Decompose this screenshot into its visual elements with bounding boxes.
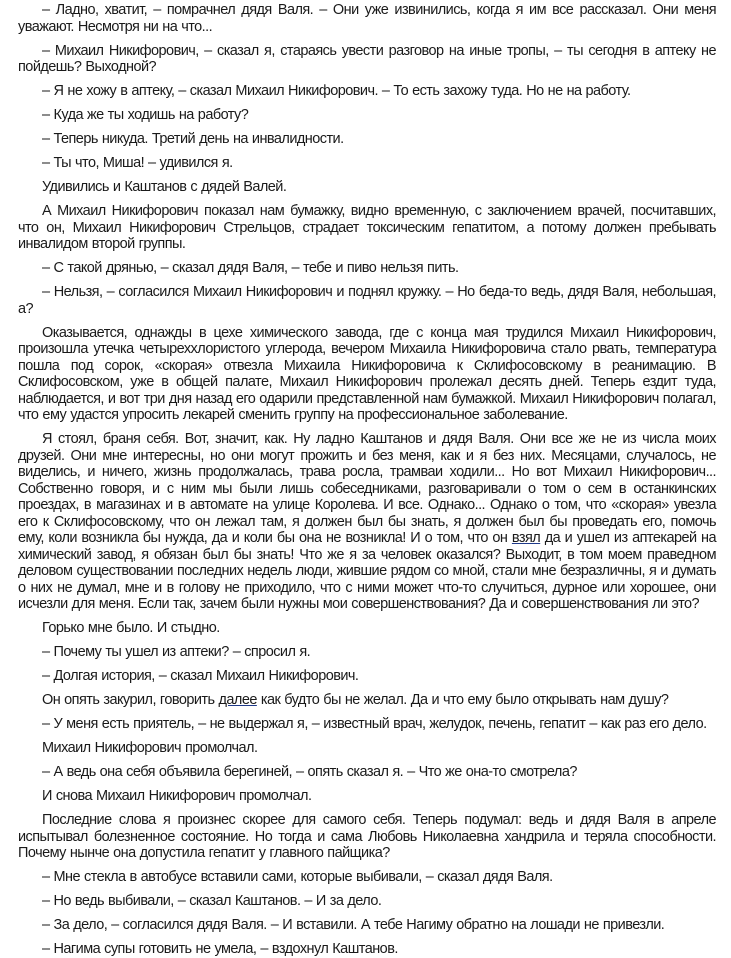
paragraph: – Нагима супы готовить не умела, – вздохнул Каштанов. [42,941,398,957]
paragraph: – Мне стекла в автобусе вставили сами, которые выбивали, – сказал дядя Валя. [42,869,553,885]
paragraph: Удивились и Каштанов с дядей Валей. [42,179,287,195]
paragraph: И снова Михаил Никифорович промолчал. [42,788,312,804]
paragraph: Михаил Никифорович промолчал. [42,740,258,756]
paragraph: Горько мне было. И стыдно. [42,620,220,636]
paragraph [18,431,716,613]
paragraph-text: Он опять закурил, говорить [42,692,219,708]
paragraph-text: да и ушел из аптекарей на химический завод, я обязан был бы знать! Что же я за человек оказался? Выходит, в том моем праведном деловом существовании последних недель люди, жившие рядом со мной, стали мне безразличны, я и думать о них не думал, мне и в голову не приходило, что с ними может что-то случиться, дурное или хорошее, они исчезли для меня. Если так, зачем были нужны мои совершенствования? Да и совершенствования ли это? [18,530,717,612]
paragraph: – Долгая история, – сказал Михаил Никифорович. [42,668,359,684]
paragraph: – Я не хожу в аптеку, – сказал Михаил Никифорович. – То есть захожу туда. Но не на работу. [42,83,631,99]
paragraph: – А ведь она себя объявила берегиней, – опять сказал я. – Что же она-то смотрела? [42,764,577,780]
paragraph-text: Я стоял, браня себя. Вот, значит, как. Ну ладно Каштанов и дядя Валя. Они все же не из числа моих друзей. Они мне интересны, но они могут прожить и без меня, как и я без них. Месяцами, случалось, не виделись, и ничего, жизнь продолжалась, трава росла, трамваи ходили... Но вот Михаил Никифорович... Собственно говоря, и с ним мы были лишь собеседниками, разговаривали о том о сем в останкинских проездах, в магазинах и в автомате на улице Королева. И все. Однако... Однако о том, что «скорая» увезла его к Склифосовскому, что он лежал там, я должен был бы знать, я должен был бы проведать его, помочь ему, коли возникла бы нужда, да и коли бы она не возникла! И о том, что он [18,431,716,546]
paragraph: – Ты что, Миша! – удивился я. [42,155,233,171]
paragraph: Последние слова я произнес скорее для самого себя. Теперь подумал: ведь и дядя Валя в апреле испытывал болезненное состояние. Но тогда и сама Любовь Николаевна хандрила и теряла способности. Почему нынче она допустила гепатит у главного пайщика? [18,812,716,861]
paragraph: – Нельзя, – согласился Михаил Никифорович и поднял кружку. – Но беда-то ведь, дядя Валя, небольшая, а? [18,284,716,317]
paragraph: – С такой дрянью, – сказал дядя Валя, – тебе и пиво нельзя пить. [42,260,459,276]
spellcheck-underlined-word[interactable]: далее [218,692,257,708]
paragraph: – Ладно, хватит, – помрачнел дядя Валя. – Они уже извинились, когда я им все рассказал. Они меня уважают. Несмотря ни на что... [18,2,716,35]
paragraph [18,692,716,709]
paragraph: А Михаил Никифорович показал нам бумажку, видно временную, с заключением врачей, посчитавших, что он, Михаил Никифорович Стрельцов, страдает токсическим гепатитом, а потому должен пребывать инвалидом второй группы. [18,203,716,252]
paragraph: – Почему ты ушел из аптеки? – спросил я. [42,644,311,660]
paragraph: Оказывается, однажды в цехе химического завода, где с конца мая трудился Михаил Никифорович, произошла утечка четыреххлористого углерода, вечером Михаила Никифоровича стало рвать, температура пошла под сорок, «скорая» отвезла Михаила Никифоровича к Склифосовскому в реанимацию. В Склифосовском, уже в общей палате, Михаил Никифорович пролежал десять дней. Теперь ездит туда, наблюдается, и вот три дня назад его одарили представленной нам бумажкой. Михаил Никифорович полагал, что ему удастся упросить лекарей сменить группу на профессиональное заболевание. [18,324,716,423]
paragraph-text: как будто бы не желал. Да и что ему было открывать нам душу? [256,692,669,708]
spellcheck-underlined-word[interactable]: взял [511,530,541,546]
paragraph: – Михаил Никифорович, – сказал я, стараясь увести разговор на иные тропы, – ты сегодня в аптеку не пойдешь? Выходной? [18,42,716,75]
document-page [18,0,716,958]
paragraph: – Но ведь выбивали, – сказал Каштанов. – И за дело. [42,893,382,909]
paragraph: – За дело, – согласился дядя Валя. – И вставили. А тебе Нагиму обратно на лошади не привезли. [42,917,665,933]
paragraph: – Теперь никуда. Третий день на инвалидности. [42,131,344,147]
paragraph: – Куда же ты ходишь на работу? [42,107,249,123]
paragraph: – У меня есть приятель, – не выдержал я, – известный врач, желудок, печень, гепатит – как раз его дело. [42,716,707,732]
